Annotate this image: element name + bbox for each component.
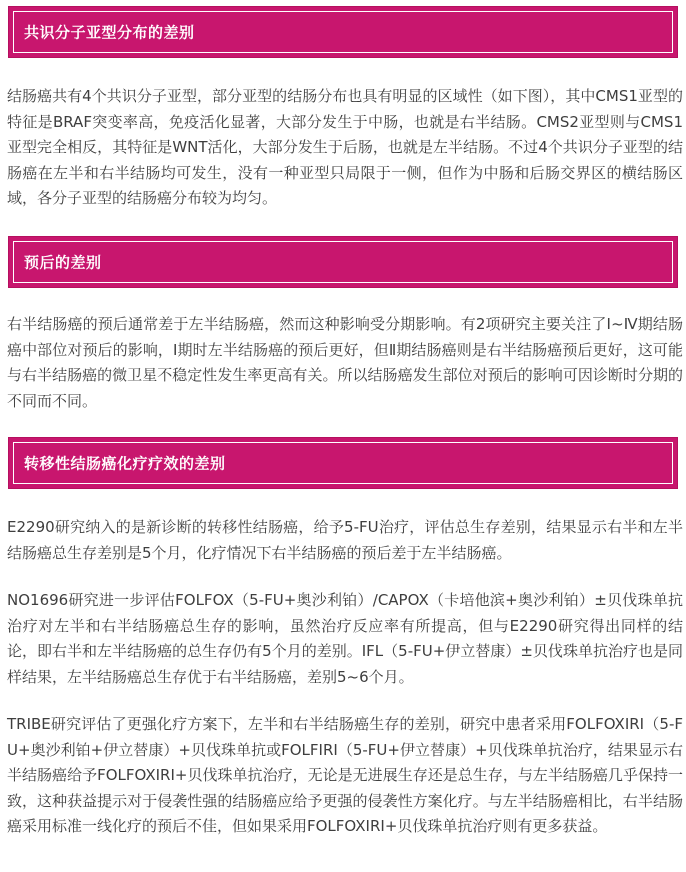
section-title: 转移性结肠癌化疗疗效的差别: [24, 454, 226, 473]
paragraph-no1696: NO1696研究进一步评估FOLFOX（5-FU+奥沙利铂）/CAPOX（卡培他滨+奥沙利铂）±贝伐珠单抗治疗对左半和右半结肠癌总生存的影响，虽然治疗反应率有所提高，但与E2290研究得出同样的结论，即右半和左半结肠癌的总生存仍有5个月的差别。IFL（5-FU+伊立替康）±贝伐珠单抗治疗也是同样结果，左半结肠癌总生存优于右半结肠癌，差别5~6个月。: [7, 591, 683, 686]
section-header-frame: [13, 241, 673, 283]
paragraph-prognosis: 右半结肠癌的预后通常差于左半结肠癌，然而这种影响受分期影响。有2项研究主要关注了Ⅰ~Ⅳ期结肠癌中部位对预后的影响，Ⅰ期时左半结肠癌的预后更好，但Ⅱ期结肠癌则是右半结肠癌预后更好，这可能与右半结肠癌的微卫星不稳定性发生率更高有关。所以结肠癌发生部位对预后的影响可因诊断时分期的不同而不同。: [7, 315, 683, 410]
section-header-subtypes: [8, 6, 678, 58]
section-header-prognosis: [8, 236, 678, 288]
paragraph-tribe: TRIBE研究评估了更强化疗方案下，左半和右半结肠癌生存的差别，研究中患者采用FOLFOXIRI（5-FU+奥沙利铂+伊立替康）+贝伐珠单抗或FOLFIRI（5-FU+伊立替康）+贝伐珠单抗治疗，结果显示右半结肠癌给予FOLFOXIRI+贝伐珠单抗治疗，无论是无进展生存还是总生存，与左半结肠癌几乎保持一致，这种获益提示对于侵袭性强的结肠癌应给予更强的侵袭性方案化疗。与左半结肠癌相比，右半结肠癌采用标准一线化疗的预后不佳，但如果采用FOLFOXIRI+贝伐珠单抗治疗则有更多获益。: [7, 715, 683, 835]
paragraph-subtypes: 结肠癌共有4个共识分子亚型，部分亚型的结肠分布也具有明显的区域性（如下图），其中CMS1亚型的特征是BRAF突变率高，免疫活化显著，大部分发生于中肠，也就是右半结肠。CMS2亚型则与CMS1亚型完全相反，其特征是WNT活化，大部分发生于后肠，也就是左半结肠。不过4个共识分子亚型的结肠癌在左半和右半结肠均可发生，没有一种亚型只局限于一侧，但作为中肠和后肠交界区的横结肠区域，各分子亚型的结肠癌分布较为均匀。: [7, 87, 683, 207]
paragraph-e2290: E2290研究纳入的是新诊断的转移性结肠癌，给予5-FU治疗，评估总生存差别，结果显示右半和左半结肠癌总生存差别是5个月，化疗情况下右半结肠癌的预后差于左半结肠癌。: [7, 518, 683, 562]
section-header-chemotherapy: [8, 437, 678, 489]
section-title: 预后的差别: [24, 253, 102, 272]
section-title: 共识分子亚型分布的差别: [24, 23, 195, 42]
